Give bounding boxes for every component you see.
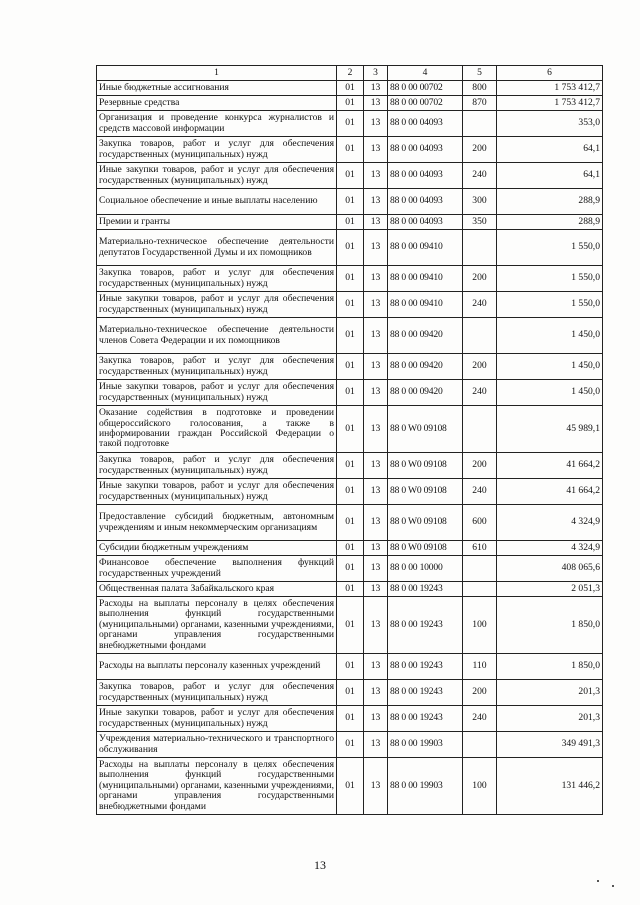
row-section-cell: 01 bbox=[337, 406, 364, 453]
row-name-cell: Иные закупки товаров, работ и услуг для обеспечения государственных (муниципальных) нужд bbox=[97, 380, 337, 406]
row-name-cell: Материально-техническое обеспечение деятельности депутатов Государственной Думы и их помощников bbox=[97, 230, 337, 266]
row-section-cell: 01 bbox=[337, 81, 364, 96]
header-col-3: 3 bbox=[364, 66, 388, 81]
table-row bbox=[97, 137, 603, 163]
row-amount-cell: 64,1 bbox=[497, 137, 603, 163]
table-row bbox=[97, 541, 603, 556]
budget-table bbox=[96, 65, 603, 815]
row-name-cell: Оказание содействия в подготовке и проведении общероссийского голосования, а также в информировании граждан Российской Федерации о такой подготовке bbox=[97, 406, 337, 453]
row-subsection-cell: 13 bbox=[364, 230, 388, 266]
row-name-cell: Предоставление субсидий бюджетным, автономным учреждениям и иным некоммерческим организациям bbox=[97, 505, 337, 541]
row-expense-type-cell: 300 bbox=[463, 189, 497, 215]
table-row bbox=[97, 163, 603, 189]
table-row bbox=[97, 680, 603, 706]
row-name-cell: Закупка товаров, работ и услуг для обеспечения государственных (муниципальных) нужд bbox=[97, 266, 337, 292]
row-amount-cell: 4 324,9 bbox=[497, 541, 603, 556]
row-subsection-cell: 13 bbox=[364, 680, 388, 706]
row-amount-cell: 41 664,2 bbox=[497, 453, 603, 479]
row-target-code-cell: 88 0 00 19903 bbox=[388, 758, 463, 815]
row-section-cell: 01 bbox=[337, 732, 364, 758]
row-subsection-cell: 13 bbox=[364, 732, 388, 758]
row-section-cell: 01 bbox=[337, 189, 364, 215]
row-amount-cell: 1 753 412,7 bbox=[497, 96, 603, 111]
row-amount-cell: 64,1 bbox=[497, 163, 603, 189]
row-name-cell: Расходы на выплаты персоналу в целях обеспечения выполнения функций государственными (муниципальными) органами, казенными учреждениями, органами управления государственными внебюджетными фондами bbox=[97, 758, 337, 815]
row-name-cell: Организация и проведение конкурса журналистов и средств массовой информации bbox=[97, 111, 337, 137]
table-row bbox=[97, 318, 603, 354]
row-amount-cell: 41 664,2 bbox=[497, 479, 603, 505]
row-subsection-cell: 13 bbox=[364, 406, 388, 453]
row-target-code-cell: 88 0 W0 09108 bbox=[388, 505, 463, 541]
row-subsection-cell: 13 bbox=[364, 505, 388, 541]
row-amount-cell: 1 550,0 bbox=[497, 230, 603, 266]
row-expense-type-cell: 200 bbox=[463, 453, 497, 479]
row-amount-cell: 288,9 bbox=[497, 189, 603, 215]
table-row bbox=[97, 354, 603, 380]
row-expense-type-cell: 240 bbox=[463, 479, 497, 505]
row-target-code-cell: 88 0 00 09420 bbox=[388, 318, 463, 354]
row-amount-cell: 353,0 bbox=[497, 111, 603, 137]
row-expense-type-cell: 240 bbox=[463, 706, 497, 732]
row-target-code-cell: 88 0 00 19243 bbox=[388, 706, 463, 732]
row-subsection-cell: 13 bbox=[364, 706, 388, 732]
row-subsection-cell: 13 bbox=[364, 582, 388, 597]
row-subsection-cell: 13 bbox=[364, 111, 388, 137]
row-subsection-cell: 13 bbox=[364, 215, 388, 230]
row-expense-type-cell: 200 bbox=[463, 354, 497, 380]
row-name-cell: Закупка товаров, работ и услуг для обеспечения государственных (муниципальных) нужд bbox=[97, 680, 337, 706]
row-expense-type-cell: 200 bbox=[463, 266, 497, 292]
row-target-code-cell: 88 0 W0 09108 bbox=[388, 406, 463, 453]
row-name-cell: Иные бюджетные ассигнования bbox=[97, 81, 337, 96]
row-target-code-cell: 88 0 00 04093 bbox=[388, 137, 463, 163]
row-section-cell: 01 bbox=[337, 758, 364, 815]
row-target-code-cell: 88 0 00 19243 bbox=[388, 654, 463, 680]
row-target-code-cell: 88 0 00 04093 bbox=[388, 111, 463, 137]
row-section-cell: 01 bbox=[337, 505, 364, 541]
row-amount-cell: 288,9 bbox=[497, 215, 603, 230]
header-col-5: 5 bbox=[463, 66, 497, 81]
row-name-cell: Общественная палата Забайкальского края bbox=[97, 582, 337, 597]
row-subsection-cell: 13 bbox=[364, 318, 388, 354]
row-target-code-cell: 88 0 00 04093 bbox=[388, 163, 463, 189]
row-expense-type-cell bbox=[463, 230, 497, 266]
row-section-cell: 01 bbox=[337, 137, 364, 163]
scan-speck bbox=[597, 880, 599, 882]
row-name-cell: Учреждения материально-технического и транспортного обслуживания bbox=[97, 732, 337, 758]
row-amount-cell: 1 550,0 bbox=[497, 292, 603, 318]
row-amount-cell: 201,3 bbox=[497, 680, 603, 706]
row-amount-cell: 4 324,9 bbox=[497, 505, 603, 541]
table-row bbox=[97, 706, 603, 732]
row-name-cell: Финансовое обеспечение выполнения функций государственных учреждений bbox=[97, 556, 337, 582]
table-row bbox=[97, 479, 603, 505]
row-name-cell: Иные закупки товаров, работ и услуг для обеспечения государственных (муниципальных) нужд bbox=[97, 479, 337, 505]
row-section-cell: 01 bbox=[337, 230, 364, 266]
row-target-code-cell: 88 0 00 00702 bbox=[388, 81, 463, 96]
row-target-code-cell: 88 0 W0 09108 bbox=[388, 453, 463, 479]
row-subsection-cell: 13 bbox=[364, 479, 388, 505]
row-amount-cell: 349 491,3 bbox=[497, 732, 603, 758]
row-subsection-cell: 13 bbox=[364, 654, 388, 680]
table-row bbox=[97, 189, 603, 215]
row-target-code-cell: 88 0 00 04093 bbox=[388, 215, 463, 230]
row-name-cell: Социальное обеспечение и иные выплаты населению bbox=[97, 189, 337, 215]
row-expense-type-cell: 610 bbox=[463, 541, 497, 556]
row-expense-type-cell: 240 bbox=[463, 292, 497, 318]
table-row bbox=[97, 81, 603, 96]
table-row bbox=[97, 732, 603, 758]
table-row bbox=[97, 556, 603, 582]
table-header-row bbox=[97, 66, 603, 81]
row-name-cell: Премии и гранты bbox=[97, 215, 337, 230]
row-expense-type-cell bbox=[463, 406, 497, 453]
row-section-cell: 01 bbox=[337, 654, 364, 680]
row-subsection-cell: 13 bbox=[364, 163, 388, 189]
row-name-cell: Субсидии бюджетным учреждениям bbox=[97, 541, 337, 556]
row-subsection-cell: 13 bbox=[364, 96, 388, 111]
row-amount-cell: 1 450,0 bbox=[497, 318, 603, 354]
row-expense-type-cell: 100 bbox=[463, 758, 497, 815]
row-section-cell: 01 bbox=[337, 292, 364, 318]
row-amount-cell: 45 989,1 bbox=[497, 406, 603, 453]
row-section-cell: 01 bbox=[337, 680, 364, 706]
row-subsection-cell: 13 bbox=[364, 189, 388, 215]
row-target-code-cell: 88 0 00 19903 bbox=[388, 732, 463, 758]
table-row bbox=[97, 292, 603, 318]
row-name-cell: Иные закупки товаров, работ и услуг для обеспечения государственных (муниципальных) нужд bbox=[97, 163, 337, 189]
budget-table-body bbox=[97, 66, 603, 815]
row-expense-type-cell: 800 bbox=[463, 81, 497, 96]
row-name-cell: Иные закупки товаров, работ и услуг для обеспечения государственных (муниципальных) нужд bbox=[97, 706, 337, 732]
row-subsection-cell: 13 bbox=[364, 758, 388, 815]
row-section-cell: 01 bbox=[337, 706, 364, 732]
row-section-cell: 01 bbox=[337, 597, 364, 654]
row-expense-type-cell bbox=[463, 111, 497, 137]
row-target-code-cell: 88 0 W0 09108 bbox=[388, 479, 463, 505]
row-target-code-cell: 88 0 00 09410 bbox=[388, 292, 463, 318]
row-expense-type-cell: 240 bbox=[463, 163, 497, 189]
row-target-code-cell: 88 0 00 09420 bbox=[388, 380, 463, 406]
row-expense-type-cell bbox=[463, 582, 497, 597]
row-expense-type-cell: 600 bbox=[463, 505, 497, 541]
row-amount-cell: 2 051,3 bbox=[497, 582, 603, 597]
row-expense-type-cell: 200 bbox=[463, 137, 497, 163]
header-col-4: 4 bbox=[388, 66, 463, 81]
table-row bbox=[97, 597, 603, 654]
row-target-code-cell: 88 0 00 04093 bbox=[388, 189, 463, 215]
table-row bbox=[97, 758, 603, 815]
row-amount-cell: 1 450,0 bbox=[497, 354, 603, 380]
row-amount-cell: 1 850,0 bbox=[497, 654, 603, 680]
row-target-code-cell: 88 0 00 09410 bbox=[388, 266, 463, 292]
row-name-cell: Иные закупки товаров, работ и услуг для обеспечения государственных (муниципальных) нужд bbox=[97, 292, 337, 318]
row-name-cell: Закупка товаров, работ и услуг для обеспечения государственных (муниципальных) нужд bbox=[97, 354, 337, 380]
row-name-cell: Резервные средства bbox=[97, 96, 337, 111]
row-name-cell: Материально-техническое обеспечение деятельности членов Совета Федерации и их помощников bbox=[97, 318, 337, 354]
row-subsection-cell: 13 bbox=[364, 541, 388, 556]
row-amount-cell: 1 850,0 bbox=[497, 597, 603, 654]
table-row bbox=[97, 654, 603, 680]
table-row bbox=[97, 453, 603, 479]
page-number: 13 bbox=[314, 858, 326, 872]
row-subsection-cell: 13 bbox=[364, 453, 388, 479]
row-section-cell: 01 bbox=[337, 318, 364, 354]
table-row bbox=[97, 406, 603, 453]
row-target-code-cell: 88 0 00 19243 bbox=[388, 582, 463, 597]
row-section-cell: 01 bbox=[337, 541, 364, 556]
table-row bbox=[97, 111, 603, 137]
row-amount-cell: 201,3 bbox=[497, 706, 603, 732]
table-row bbox=[97, 96, 603, 111]
row-amount-cell: 131 446,2 bbox=[497, 758, 603, 815]
row-expense-type-cell: 350 bbox=[463, 215, 497, 230]
row-subsection-cell: 13 bbox=[364, 597, 388, 654]
row-section-cell: 01 bbox=[337, 354, 364, 380]
header-col-1: 1 bbox=[97, 66, 337, 81]
row-section-cell: 01 bbox=[337, 96, 364, 111]
row-subsection-cell: 13 bbox=[364, 266, 388, 292]
row-expense-type-cell bbox=[463, 732, 497, 758]
table-row bbox=[97, 505, 603, 541]
row-target-code-cell: 88 0 00 09410 bbox=[388, 230, 463, 266]
row-subsection-cell: 13 bbox=[364, 354, 388, 380]
table-row bbox=[97, 230, 603, 266]
row-name-cell: Расходы на выплаты персоналу в целях обеспечения выполнения функций государственными (муниципальными) органами, казенными учреждениями, органами управления государственными внебюджетными фондами bbox=[97, 597, 337, 654]
row-section-cell: 01 bbox=[337, 453, 364, 479]
row-subsection-cell: 13 bbox=[364, 556, 388, 582]
row-amount-cell: 1 753 412,7 bbox=[497, 81, 603, 96]
row-section-cell: 01 bbox=[337, 582, 364, 597]
row-section-cell: 01 bbox=[337, 215, 364, 230]
row-target-code-cell: 88 0 00 00702 bbox=[388, 96, 463, 111]
row-expense-type-cell: 870 bbox=[463, 96, 497, 111]
row-expense-type-cell bbox=[463, 318, 497, 354]
row-target-code-cell: 88 0 00 10000 bbox=[388, 556, 463, 582]
row-subsection-cell: 13 bbox=[364, 81, 388, 96]
row-expense-type-cell: 100 bbox=[463, 597, 497, 654]
row-expense-type-cell bbox=[463, 556, 497, 582]
row-target-code-cell: 88 0 00 19243 bbox=[388, 597, 463, 654]
row-amount-cell: 408 065,6 bbox=[497, 556, 603, 582]
table-row bbox=[97, 266, 603, 292]
row-expense-type-cell: 200 bbox=[463, 680, 497, 706]
row-section-cell: 01 bbox=[337, 380, 364, 406]
row-amount-cell: 1 450,0 bbox=[497, 380, 603, 406]
row-expense-type-cell: 240 bbox=[463, 380, 497, 406]
row-section-cell: 01 bbox=[337, 111, 364, 137]
row-subsection-cell: 13 bbox=[364, 137, 388, 163]
row-name-cell: Закупка товаров, работ и услуг для обеспечения государственных (муниципальных) нужд bbox=[97, 453, 337, 479]
row-name-cell: Закупка товаров, работ и услуг для обеспечения государственных (муниципальных) нужд bbox=[97, 137, 337, 163]
table-row bbox=[97, 380, 603, 406]
header-col-2: 2 bbox=[337, 66, 364, 81]
row-section-cell: 01 bbox=[337, 556, 364, 582]
table-row bbox=[97, 215, 603, 230]
row-subsection-cell: 13 bbox=[364, 292, 388, 318]
table-row bbox=[97, 582, 603, 597]
row-amount-cell: 1 550,0 bbox=[497, 266, 603, 292]
row-subsection-cell: 13 bbox=[364, 380, 388, 406]
row-section-cell: 01 bbox=[337, 266, 364, 292]
row-target-code-cell: 88 0 00 19243 bbox=[388, 680, 463, 706]
row-section-cell: 01 bbox=[337, 479, 364, 505]
row-section-cell: 01 bbox=[337, 163, 364, 189]
header-col-6: 6 bbox=[497, 66, 603, 81]
row-target-code-cell: 88 0 W0 09108 bbox=[388, 541, 463, 556]
row-name-cell: Расходы на выплаты персоналу казенных учреждений bbox=[97, 654, 337, 680]
scan-speck bbox=[612, 885, 614, 887]
row-expense-type-cell: 110 bbox=[463, 654, 497, 680]
row-target-code-cell: 88 0 00 09420 bbox=[388, 354, 463, 380]
